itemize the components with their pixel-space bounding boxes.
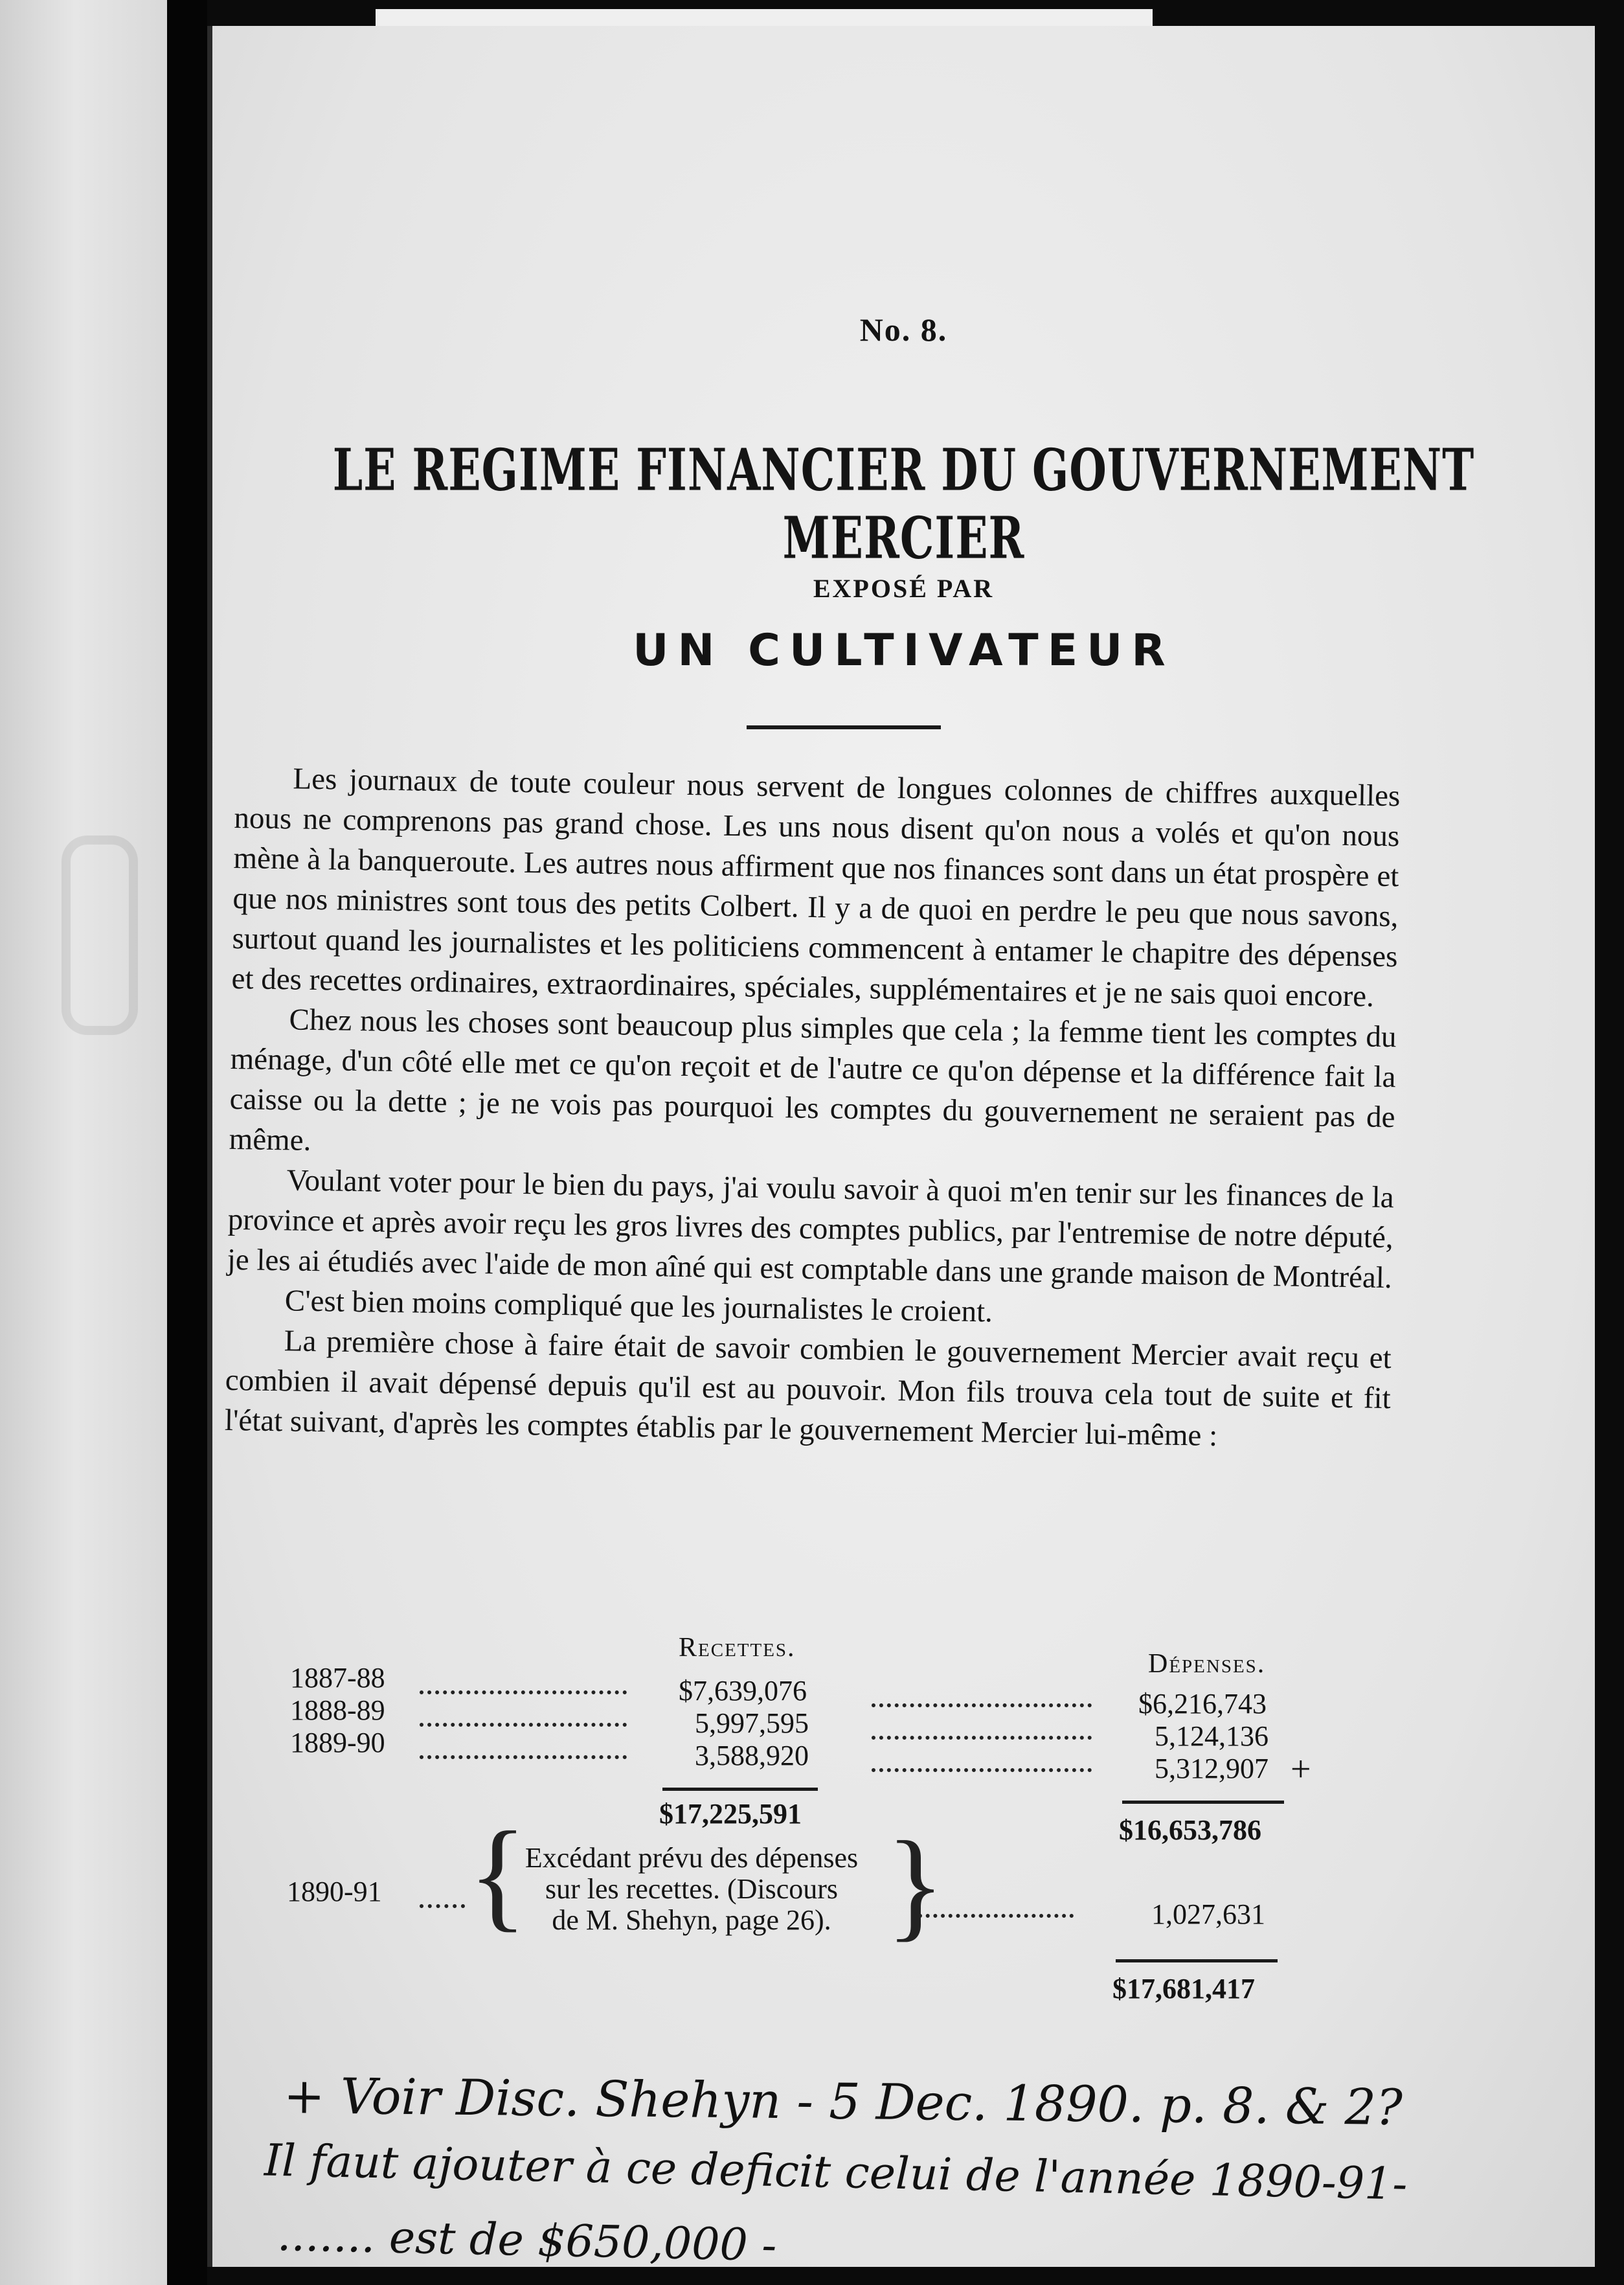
exposed-by-line: EXPOSÉ PAR: [813, 574, 995, 603]
note-line: sur les recettes. (Discours: [545, 1873, 839, 1905]
deficit-note: [497, 1843, 886, 1936]
recettes-value: 3,588,920: [695, 1740, 809, 1771]
handwritten-note-line-3: ....... est de $650,000 -: [276, 2209, 778, 2272]
depenses-value: 5,312,907: [1155, 1753, 1269, 1784]
grand-total: $17,681,417: [1112, 1973, 1255, 2005]
author-line: UN CULTIVATEUR: [633, 625, 1175, 676]
year-label: 1889-90: [290, 1727, 385, 1758]
document-title: LE REGIME FINANCIER DU GOUVERNEMENT MERCIER: [332, 435, 1475, 573]
facing-page: [0, 0, 167, 2285]
leader-dots: [420, 1690, 627, 1694]
note-line: Excédant prévu des dépenses: [524, 1842, 859, 1874]
paragraph: Voulant voter pour le bien du pays, j'ai voulu savoir à quoi m'en tenir sur les finances de la province et après avoir reçu les gros livres des comptes publics, par l'entremise de notre député, je les ai étudiés avec l'aide de mon aîné qui est comptable dans une grande maison de Montréal.: [227, 1163, 1394, 1295]
document-page: [207, 26, 1595, 2272]
recettes-header: Recettes.: [679, 1633, 796, 1663]
recettes-value: 5,997,595: [695, 1707, 809, 1739]
paragraph: C'est bien moins compliqué que les journalistes le croient.: [284, 1284, 993, 1329]
handwritten-plus-mark: +: [1291, 1749, 1311, 1790]
total-depenses: $16,653,786: [1119, 1814, 1261, 1846]
handwritten-note-line-2: Il faut ajouter à ce deficit celui de l'année 1890-91-: [264, 2135, 1408, 2211]
paragraph: La première chose à faire était de savoir combien le gouvernement Mercier avait reçu et combien il avait dépensé depuis qu'il est au pouvoir. Mon fils trouva cela tout de suite et fit l'état suivant, d'après les comptes établis par le gouvernement Mercier lui-même :: [224, 1324, 1392, 1453]
leader-dots: [420, 1755, 627, 1759]
total-recettes: $17,225,591: [659, 1798, 802, 1830]
extra-amount: 1,027,631: [1151, 1898, 1265, 1930]
leader-dots: [872, 1736, 1092, 1740]
book-spine: [167, 0, 207, 2285]
handwritten-note-line-1: + Voir Disc. Shehyn - 5 Dec. 1890. p. 8. & 2?: [283, 2066, 1403, 2137]
leader-dots: [872, 1768, 1092, 1772]
leader-dots: [918, 1914, 1074, 1918]
leader-dots: [420, 1723, 627, 1727]
note-line: de M. Shehyn, page 26).: [552, 1904, 831, 1936]
paragraph: Chez nous les choses sont beaucoup plus simples que cela ; la femme tient les comptes du ménage, d'un côté elle met ce qu'on reçoit et de l'autre ce qu'on dépense et la différence fait la caisse ou la dette ; je ne vois pas pourquoi les comptes du gouvernement ne seraient pas de même.: [229, 1003, 1397, 1157]
document-number: No. 8.: [859, 312, 948, 348]
bleed-through-mark: [62, 836, 138, 1035]
year-label: 1888-89: [290, 1694, 385, 1726]
left-brace: {: [468, 1807, 528, 1943]
right-brace: }: [886, 1817, 945, 1953]
recettes-value: $7,639,076: [679, 1675, 807, 1707]
year-label: 1890-91: [287, 1876, 382, 1907]
sum-rule: [662, 1788, 818, 1791]
financial-statement: [212, 26, 1595, 2267]
depenses-value: $6,216,743: [1138, 1688, 1267, 1720]
leader-dots: [872, 1703, 1092, 1707]
depenses-header: Dépenses.: [1148, 1649, 1266, 1679]
paragraph: Les journaux de toute couleur nous servent de longues colonnes de chiffres auxquelles nous ne comprenons pas grand chose. Les uns nous disent qu'on nous a volés et qu'on nous mène à la banqueroute. Les autres nous affirment que nos finances sont dans un état prospère et que nos ministres sont tous des petits Colbert. Il y a de quoi en perdre le peu que nous savons, surtout quand les journalistes et les politiciens commencent à entamer le chapitre des dépenses et des recettes ordinaires, extraordinaires, spéciales, supplémentaires et je ne sais quoi encore.: [231, 762, 1401, 1014]
sum-rule: [1116, 1959, 1278, 1962]
depenses-value: 5,124,136: [1155, 1720, 1269, 1752]
leader-dots: [420, 1904, 465, 1908]
year-label: 1887-88: [290, 1662, 385, 1694]
sum-rule: [1122, 1801, 1284, 1804]
